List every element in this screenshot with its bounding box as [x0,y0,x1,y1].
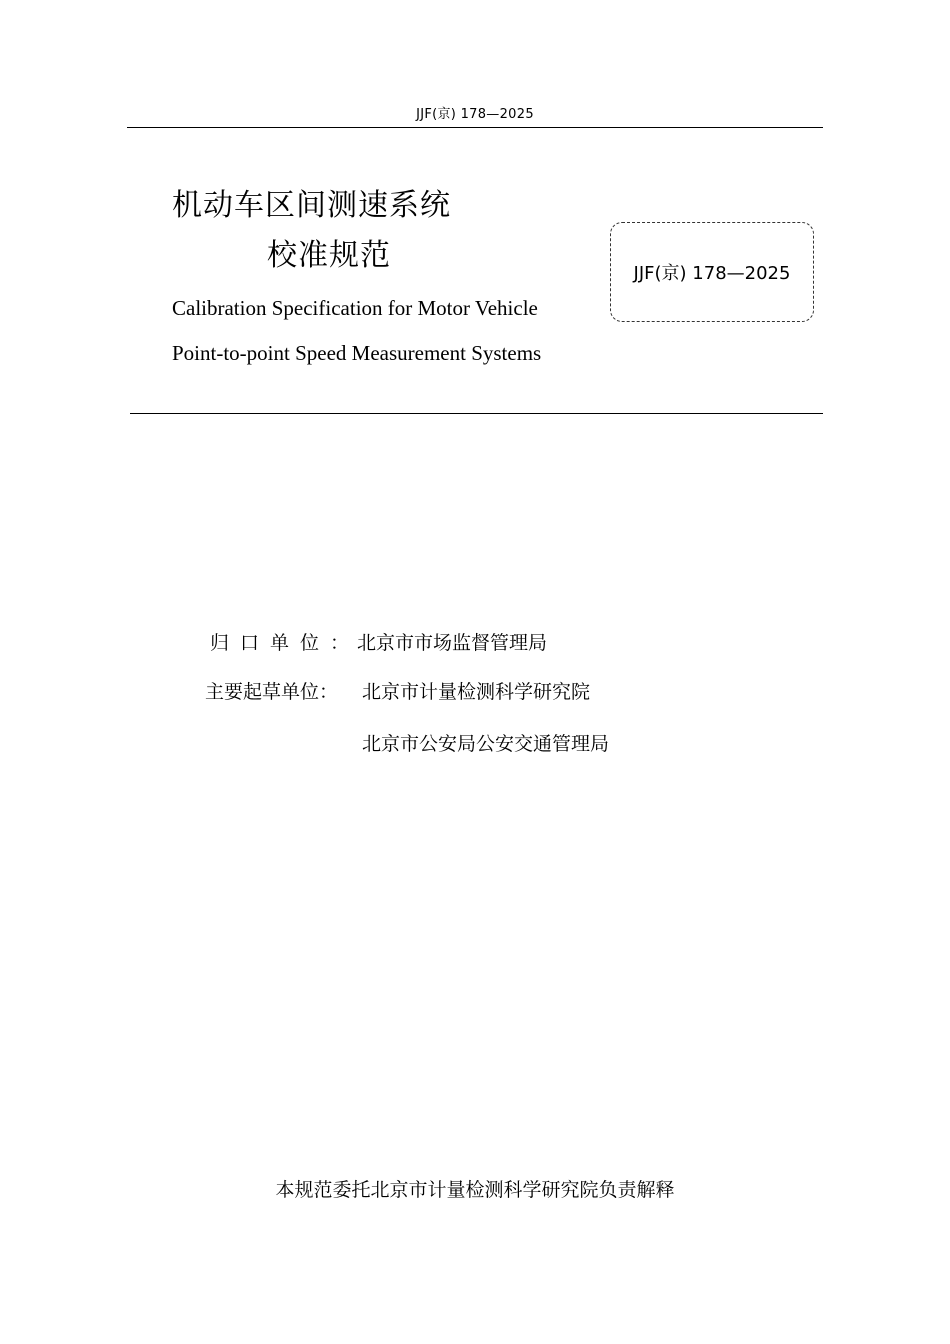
header-divider [127,127,823,128]
header-standard-code: JJF(京) 178—2025 [416,107,534,122]
title-divider [130,413,823,414]
responsible-unit-value: 北京市市场监督管理局 [357,632,548,654]
standard-code-box-text: JJF(京) 178—2025 [633,263,791,284]
title-zh-line2: 校准规范 [267,238,391,273]
title-en-line2: Point-to-point Speed Measurement Systems [172,341,542,365]
title-en-line1: Calibration Specification for Motor Vehicle [172,296,538,320]
title-zh-line1: 机动车区间测速系统 [172,188,451,223]
responsible-unit-label: 归口单位： [210,632,361,654]
standard-code-box [610,222,814,322]
interpretation-note: 本规范委托北京市计量检测科学研究院负责解释 [275,1179,675,1201]
drafting-unit-value-2: 北京市公安局公安交通管理局 [362,733,610,755]
drafting-unit-value-1: 北京市计量检测科学研究院 [362,681,591,703]
drafting-unit-label: 主要起草单位： [205,681,339,703]
